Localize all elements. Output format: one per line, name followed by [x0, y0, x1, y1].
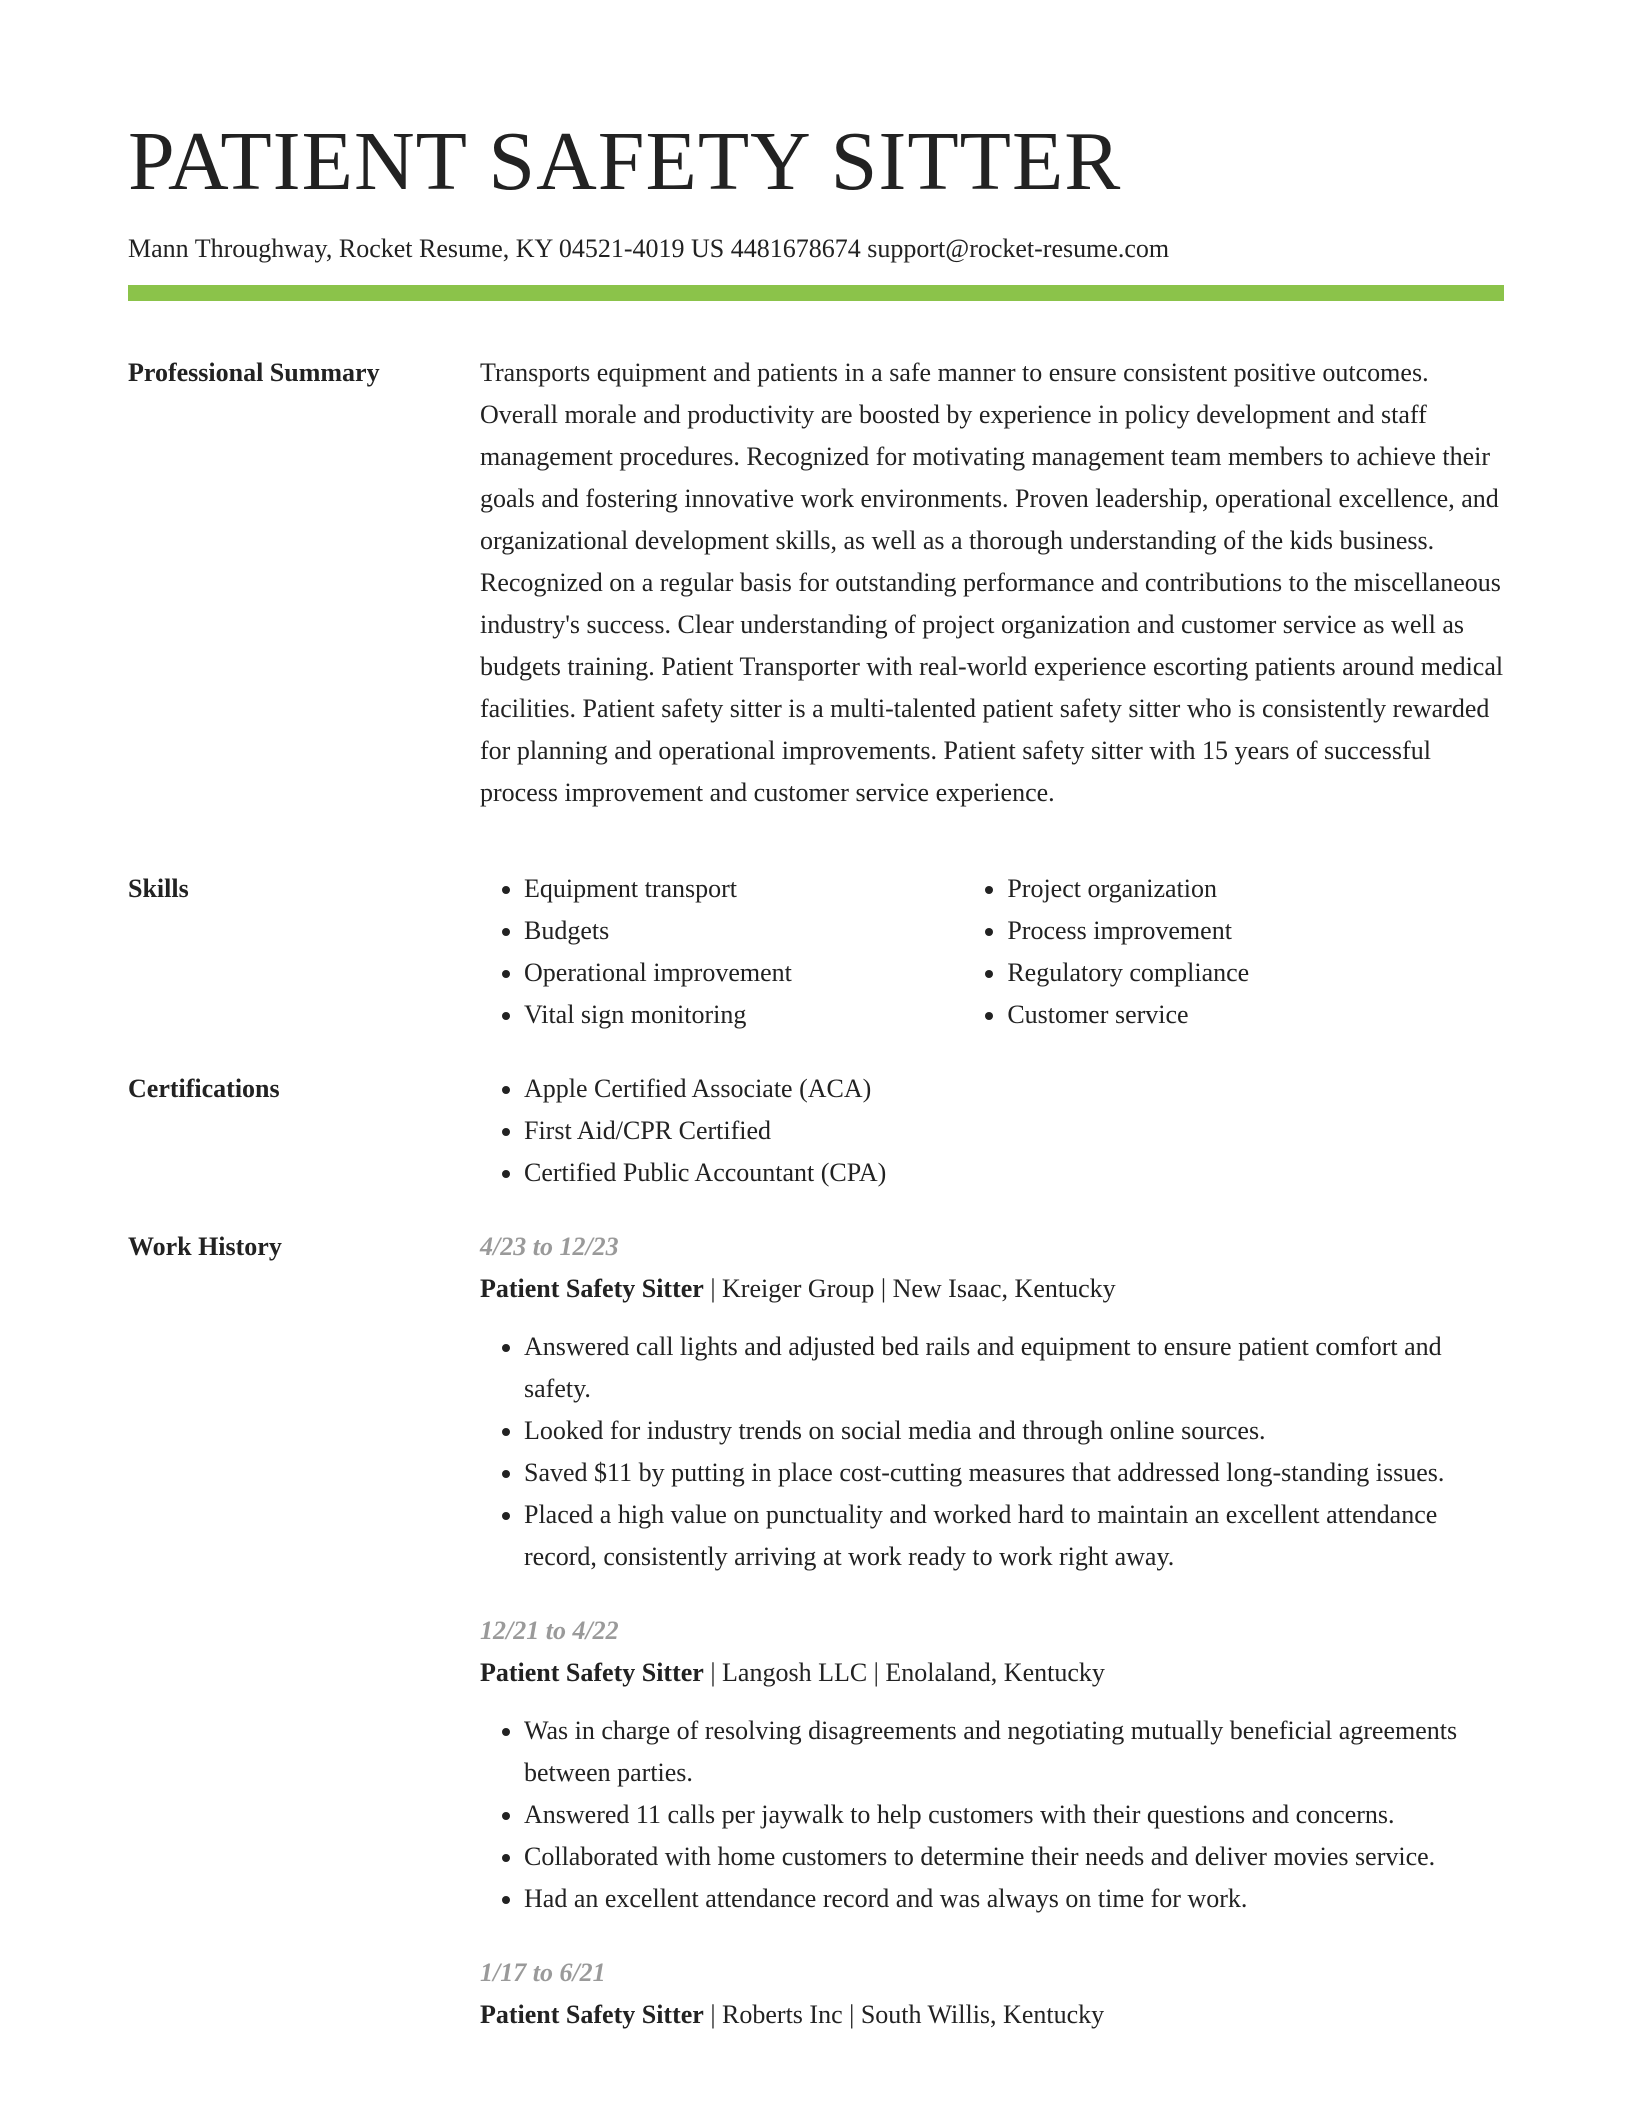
certification-item: • Apple Certified Associate (ACA): [524, 1068, 1504, 1110]
job-bullet: • Answered 11 calls per jaywalk to help customers with their questions and concerns.: [524, 1794, 1504, 1836]
job-details: | Kreiger Group | New Isaac, Kentucky: [703, 1274, 1116, 1303]
job-heading: [480, 1268, 1504, 1310]
section-label-work-history: Work History: [128, 1232, 282, 1261]
job-details: | Langosh LLC | Enolaland, Kentucky: [703, 1658, 1105, 1687]
skill-item: • Customer service: [1007, 994, 1504, 1036]
job-entry: [480, 1610, 1504, 1920]
job-role: Patient Safety Sitter: [480, 1658, 704, 1687]
job-bullet: • Collaborated with home customers to determine their needs and deliver movies service.: [524, 1836, 1504, 1878]
work-history-section: [128, 1226, 1504, 2036]
resume-content: [128, 352, 1504, 2036]
job-bullet: • Placed a high value on punctuality and worked hard to maintain an excellent attendance record, consistently arriving at work ready to work right away.: [524, 1494, 1504, 1578]
section-label-summary: Professional Summary: [128, 358, 380, 387]
job-entry: [480, 1952, 1504, 2036]
job-heading: [480, 1652, 1504, 1694]
skill-item: • Regulatory compliance: [1007, 952, 1504, 994]
skill-item: • Budgets: [524, 910, 963, 952]
job-bullets: [480, 1326, 1504, 1578]
job-details: | Roberts Inc | South Willis, Kentucky: [703, 2000, 1105, 2029]
job-role: Patient Safety Sitter: [480, 1274, 704, 1303]
certifications-list: [480, 1068, 1504, 1194]
skill-item: • Project organization: [1007, 868, 1504, 910]
job-heading: [480, 1994, 1504, 2036]
section-label-skills: Skills: [128, 874, 189, 903]
summary-section: [128, 352, 1504, 814]
skill-item: • Operational improvement: [524, 952, 963, 994]
job-dates: 1/17 to 6/21: [480, 1958, 606, 1987]
skills-section: [128, 868, 1504, 1036]
contact-line: Mann Throughway, Rocket Resume, KY 04521-4019 US 4481678674 support@rocket-resume.com: [128, 234, 1170, 263]
job-role: Patient Safety Sitter: [480, 2000, 704, 2029]
job-dates: 12/21 to 4/22: [480, 1616, 619, 1645]
certification-item: • Certified Public Accountant (CPA): [524, 1152, 1504, 1194]
skills-list-right: [963, 868, 1504, 1036]
job-bullet: • Was in charge of resolving disagreements and negotiating mutually beneficial agreements between parties.: [524, 1710, 1504, 1794]
job-bullet: • Answered call lights and adjusted bed rails and equipment to ensure patient comfort and safety.: [524, 1326, 1504, 1410]
job-dates: 4/23 to 12/23: [480, 1232, 619, 1261]
resume-title: PATIENT SAFETY SITTER: [128, 115, 1122, 208]
certifications-section: [128, 1068, 1504, 1194]
summary-text: Transports equipment and patients in a safe manner to ensure consistent positive outcomes. Overall morale and productivity are boosted by experience in policy development and staff management procedures. Recognized for motivating management team members to achieve their goals and fostering innovative work environments. Proven leadership, operational excellence, and organizational development skills, as well as a thorough understanding of the kids business. Recognized on a regular basis for outstanding performance and contributions to the miscellaneous industry's success. Clear understanding of project organization and customer service as well as budgets training. Patient Transporter with real-world experience escorting patients around medical facilities. Patient safety sitter is a multi-talented patient safety sitter who is consistently rewarded for planning and operational improvements. Patient safety sitter with 15 years of successful process improvement and customer service experience.: [480, 358, 1504, 807]
skill-item: • Equipment transport: [524, 868, 963, 910]
job-bullet: • Looked for industry trends on social media and through online sources.: [524, 1410, 1504, 1452]
skill-item: • Vital sign monitoring: [524, 994, 963, 1036]
skills-list-left: [480, 868, 963, 1036]
section-label-certifications: Certifications: [128, 1074, 280, 1103]
accent-divider: [128, 285, 1504, 301]
job-bullet: • Had an excellent attendance record and was always on time for work.: [524, 1878, 1504, 1920]
job-bullets: [480, 1710, 1504, 1920]
job-entry: [480, 1226, 1504, 1578]
certification-item: • First Aid/CPR Certified: [524, 1110, 1504, 1152]
skill-item: • Process improvement: [1007, 910, 1504, 952]
job-bullet: • Saved $11 by putting in place cost-cutting measures that addressed long-standing issues.: [524, 1452, 1504, 1494]
